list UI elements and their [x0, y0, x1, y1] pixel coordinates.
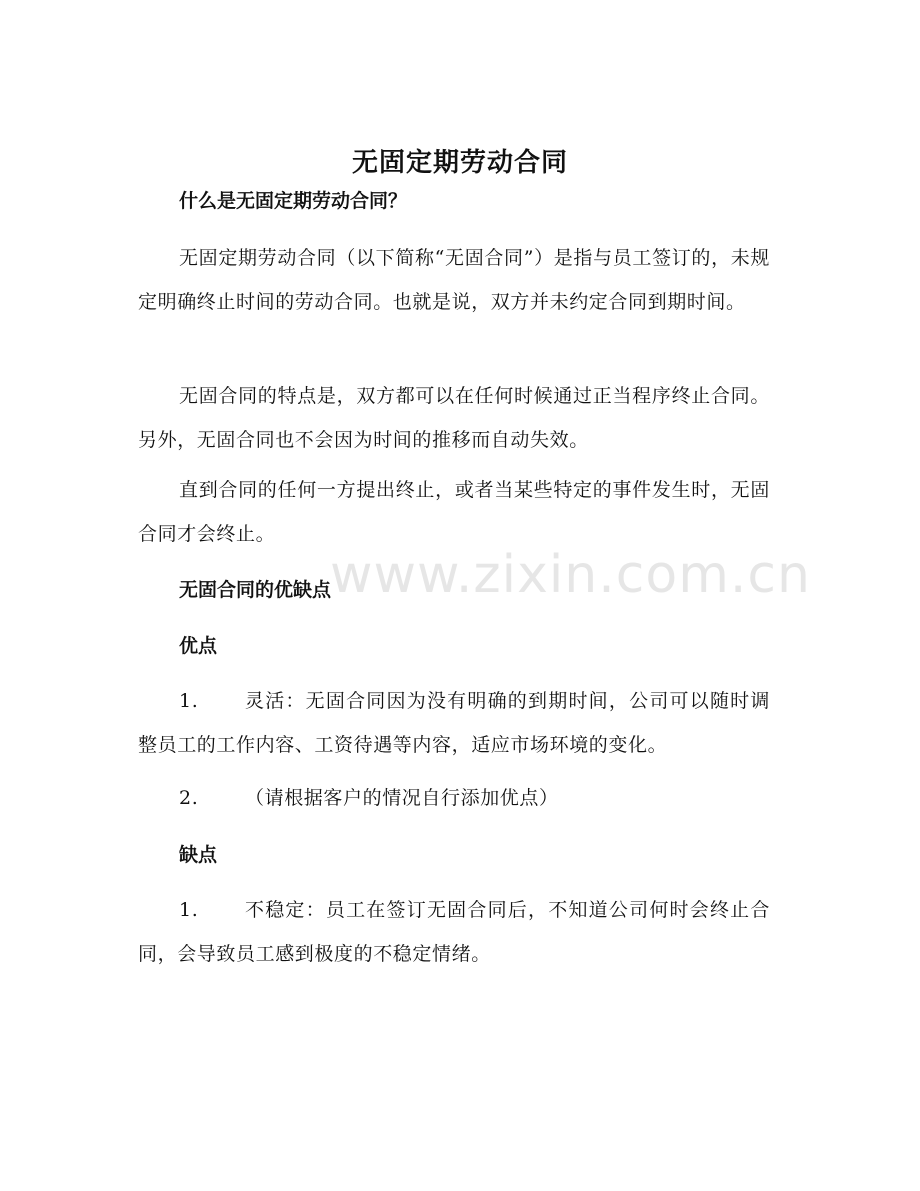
- pros-list-item: [138, 679, 770, 767]
- list-number: 2.: [179, 787, 199, 809]
- list-text: （请根据客户的情况自行添加优点）: [245, 787, 559, 809]
- section-heading-what: 什么是无固定期劳动合同？: [179, 190, 408, 212]
- cons-list-item: [138, 888, 770, 976]
- section-heading-cons: 缺点: [179, 844, 218, 866]
- document-title: 无固定期劳动合同: [351, 148, 568, 178]
- pros-list-item: [138, 776, 770, 820]
- paragraph-features: 无固合同的特点是，双方都可以在任何时候通过正当程序终止合同。另外，无固合同也不会因为时间的推移而自动失效。: [138, 385, 770, 451]
- section-heading-proscons: 无固合同的优缺点: [179, 579, 332, 601]
- watermark: www.zixin.com.cn: [330, 545, 811, 605]
- list-text: 不稳定：员工在签订无固合同后，不知道公司何时会终止合同，会导致员工感到极度的不稳定情绪。: [138, 899, 770, 965]
- section-heading-pros: 优点: [179, 635, 218, 657]
- paragraph-termination: 直到合同的任何一方提出终止，或者当某些特定的事件发生时，无固合同才会终止。: [138, 479, 770, 545]
- paragraph-definition: 无固定期劳动合同（以下简称“无固合同”）是指与员工签订的，未规定明确终止时间的劳动合同。也就是说，双方并未约定合同到期时间。: [138, 247, 770, 313]
- list-number: 1.: [179, 690, 199, 712]
- list-text: 灵活：无固合同因为没有明确的到期时间，公司可以随时调整员工的工作内容、工资待遇等内容，适应市场环境的变化。: [138, 690, 770, 756]
- list-number: 1.: [179, 899, 199, 921]
